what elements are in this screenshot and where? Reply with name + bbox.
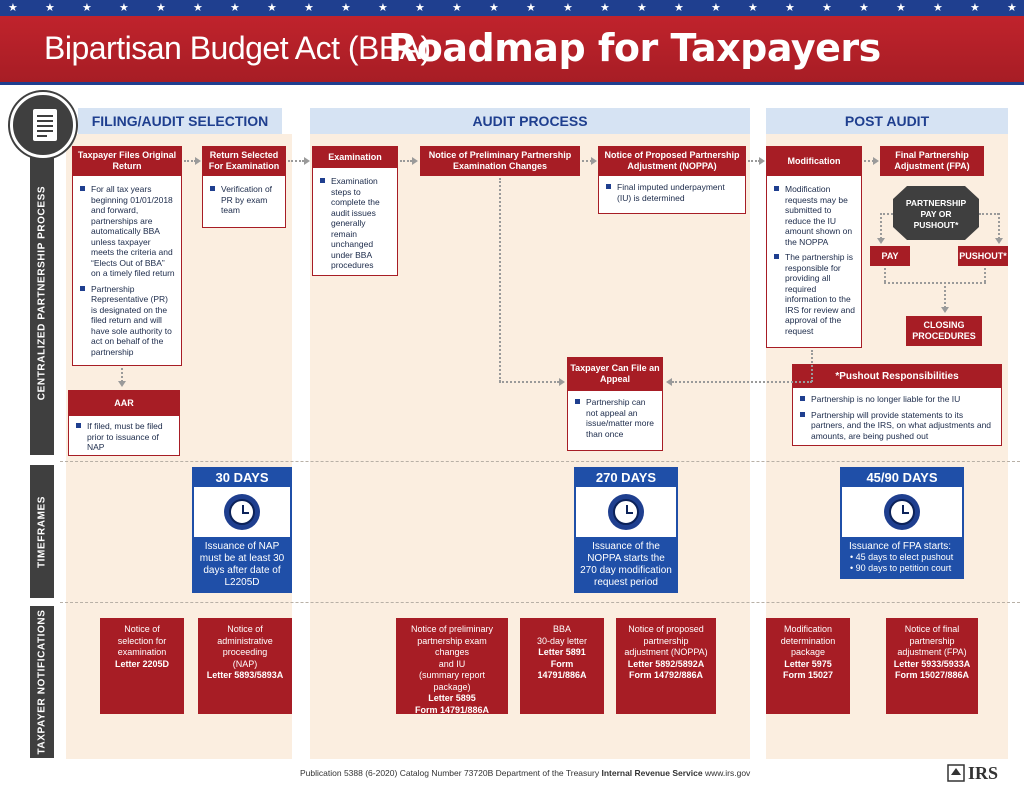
- star-icon: ★: [563, 2, 573, 14]
- footer-text: Publication 5388 (6-2020) Catalog Number 73720B Department of the Treasury Internal Revenue Service www.irs.gov: [300, 768, 751, 778]
- clock-icon: [608, 494, 644, 530]
- stars-bar: [0, 0, 1024, 16]
- box-selected-title: Return Selected For Examination: [202, 146, 286, 176]
- pushout-button: PUSHOUT*: [958, 246, 1008, 266]
- notification-30-day-letter: BBA 30-day letter Letter 5891 Form 14791/886A: [520, 618, 604, 714]
- notification-nap: Notice of administrative proceeding (NAP) Letter 5893/5893A: [198, 618, 292, 714]
- sidebar-process: CENTRALIZED PARTNERSHIP PROCESS: [30, 130, 54, 455]
- arrow-right: [304, 157, 310, 165]
- pay-button: PAY: [870, 246, 910, 266]
- star-icon: ★: [45, 2, 55, 14]
- star-icon: ★: [711, 2, 721, 14]
- box-noppa-body: Final imputed underpayment (IU) is determined: [598, 176, 746, 214]
- closing-procedures: CLOSING PROCEDURES: [906, 316, 982, 346]
- star-icon: ★: [230, 2, 240, 14]
- arrow-down: [995, 238, 1003, 244]
- star-icon: ★: [341, 2, 351, 14]
- star-icon: ★: [859, 2, 869, 14]
- timeframe-card-30: 30 DAYS Issuance of NAP must be at least 30 days after date of L2205D: [192, 467, 292, 593]
- header-banner: [0, 16, 1024, 82]
- star-icon: ★: [637, 2, 647, 14]
- star-icon: ★: [933, 2, 943, 14]
- arrow-down: [877, 238, 885, 244]
- notification-summary-report: Notice of preliminary partnership exam changes and IU (summary report package) Letter 5895 Form 14791/886A: [396, 618, 508, 714]
- document-icon: [10, 92, 76, 158]
- clock-icon: [224, 494, 260, 530]
- box-pushout-resp-body: Partnership is no longer liable for the IU Partnership will provide statements to its partners, and the IRS, on what adjustments and amounts, are being pushed out: [792, 388, 1002, 446]
- box-aar-body: If filed, must be filed prior to issuance of NAP: [68, 416, 180, 456]
- box-modification-title: Modification: [766, 146, 862, 176]
- column-header-audit: AUDIT PROCESS: [310, 108, 750, 134]
- star-icon: ★: [748, 2, 758, 14]
- star-icon: ★: [82, 2, 92, 14]
- box-pushout-resp-title: *Pushout Responsibilities: [792, 364, 1002, 388]
- column-header-post: POST AUDIT: [766, 108, 1008, 134]
- timeframe-card-45-90: 45/90 DAYS Issuance of FPA starts: • 45 days to elect pushout • 90 days to petition court: [840, 467, 964, 579]
- box-examination-body: Examination steps to complete the audit issues generally remain unchanged under BBA procedures: [312, 168, 398, 276]
- star-icon: ★: [156, 2, 166, 14]
- notification-fpa: Notice of final partnership adjustment (FPA) Letter 5933/5933A Form 15027/886A: [886, 618, 978, 714]
- title-light: Bipartisan Budget Act (BBA): [44, 30, 431, 66]
- section-divider: [60, 461, 1020, 462]
- box-modification-body: Modification requests may be submitted to reduce the IU amount shown on the NOPPA The partnership is responsible for providing all required information to the IRS for review and approval of the request: [766, 176, 862, 348]
- timeframe-card-270: 270 DAYS Issuance of the NOPPA starts the 270 day modification request period: [574, 467, 678, 593]
- star-icon: ★: [378, 2, 388, 14]
- column-header-filing: FILING/AUDIT SELECTION: [78, 108, 282, 134]
- star-icon: ★: [415, 2, 425, 14]
- box-appeal-body: Partnership can not appeal an issue/matter more than once: [567, 391, 663, 451]
- box-aar-title: AAR: [68, 390, 180, 416]
- arrow-down: [118, 381, 126, 387]
- box-nppec-title: Notice of Preliminary Partnership Examination Changes: [420, 146, 580, 176]
- section-divider: [60, 602, 1020, 603]
- box-appeal-title: Taxpayer Can File an Appeal: [567, 357, 663, 391]
- star-icon: ★: [896, 2, 906, 14]
- star-icon: ★: [304, 2, 314, 14]
- star-icon: ★: [526, 2, 536, 14]
- notification-noppa: Notice of proposed partnership adjustment (NOPPA) Letter 5892/5892A Form 14792/886A: [616, 618, 716, 714]
- star-icon: ★: [785, 2, 795, 14]
- arrow-down: [941, 307, 949, 313]
- star-icon: ★: [600, 2, 610, 14]
- star-icon: ★: [193, 2, 203, 14]
- box-examination-title: Examination: [312, 146, 398, 168]
- decision-label: PARTNERSHIP PAY OR PUSHOUT*: [905, 198, 967, 230]
- arrow-right: [759, 157, 765, 165]
- box-fpa-title: Final Partnership Adjustment (FPA): [880, 146, 984, 176]
- eagle-icon: [946, 763, 966, 783]
- star-icon: ★: [674, 2, 684, 14]
- title-bold: Roadmap for Taxpayers: [388, 26, 881, 70]
- arrow-right: [559, 378, 565, 386]
- sidebar-timeframes: TIMEFRAMES: [30, 465, 54, 598]
- box-selected-body: Verification of PR by exam team: [202, 176, 286, 228]
- sidebar-notifications: TAXPAYER NOTIFICATIONS: [30, 606, 54, 758]
- arrow-right: [412, 157, 418, 165]
- star-icon: ★: [267, 2, 277, 14]
- notification-2205d: Notice of selection for examination Letter 2205D: [100, 618, 184, 714]
- star-icon: ★: [119, 2, 129, 14]
- arrow-left: [666, 378, 672, 386]
- irs-eagle-logo: IRS: [946, 762, 1010, 784]
- star-icon: ★: [1007, 2, 1017, 14]
- box-noppa-title: Notice of Proposed Partnership Adjustment (NOPPA): [598, 146, 746, 176]
- star-icon: ★: [970, 2, 980, 14]
- arrow-right: [873, 157, 879, 165]
- star-icon: ★: [822, 2, 832, 14]
- notification-modification: Modification determination package Letter 5975 Form 15027: [766, 618, 850, 714]
- arrow-right: [195, 157, 201, 165]
- clock-icon: [884, 494, 920, 530]
- header-divider: [0, 82, 1024, 85]
- star-icon: ★: [489, 2, 499, 14]
- arrow-right: [591, 157, 597, 165]
- star-icon: ★: [452, 2, 462, 14]
- box-files-return-body: For all tax years beginning 01/01/2018 and forward, partnerships are automatically BBA unless taxpayer meets the criteria and “Elects Out of BBA” on a timely filed return Partnership Representative (PR) is designated on the filed return and will have sole authority to act on behalf of the partnership: [72, 176, 182, 366]
- box-files-return-title: Taxpayer Files Original Return: [72, 146, 182, 176]
- star-icon: ★: [8, 2, 18, 14]
